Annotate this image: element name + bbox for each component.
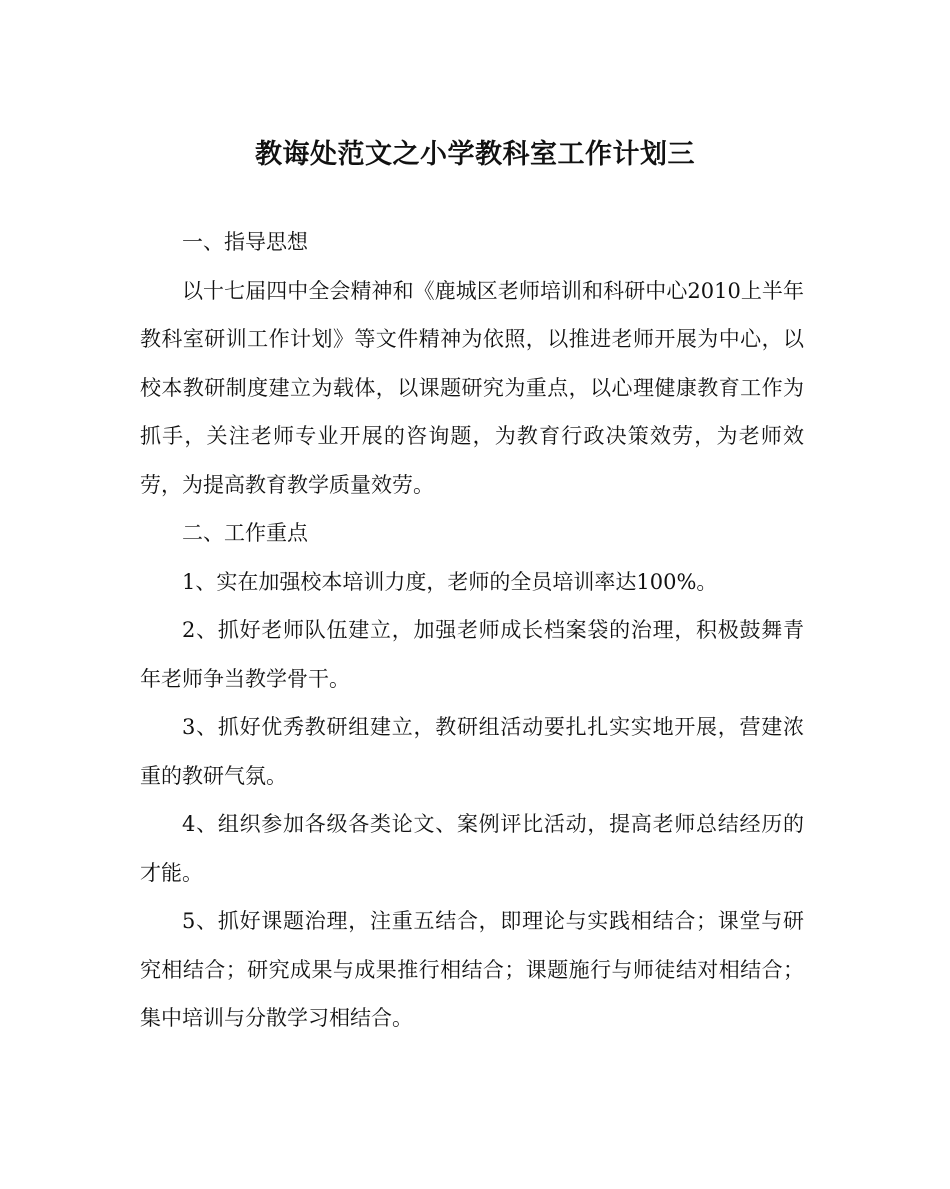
list-item-4: 4、组织参加各级各类论文、案例评比活动，提高老师总结经历的才能。 — [140, 812, 804, 885]
list-item-1: 1、实在加强校本培训力度，老师的全员培训率达100%。 — [182, 569, 718, 594]
list-item-3: 3、抓好优秀教研组建立，教研组活动要扎扎实实地开展，营建浓重的教研气氛。 — [140, 715, 804, 788]
section-heading-work-focus: 二、工作重点 — [182, 521, 308, 545]
list-item-5: 5、抓好课题治理，注重五结合，即理论与实践相结合；课堂与研究相结合；研究成果与成果推行相结合；课题施行与师徒结对相结合；集中培训与分散学习相结合。 — [140, 909, 804, 1030]
document-title: 教诲处范文之小学教科室工作计划三 — [255, 139, 695, 170]
document-body — [140, 218, 804, 1043]
section-heading-guiding-thought: 一、指导思想 — [182, 230, 308, 254]
paragraph-guiding-thought: 以十七届四中全会精神和《鹿城区老师培训和科研中心2010上半年教科室研训工作计划》等文件精神为依照，以推进老师开展为中心，以校本教研制度建立为载体，以课题研究为重点，以心理健康教育工作为抓手，关注老师专业开展的咨询题，为教育行政决策效劳，为老师效劳，为提高教育教学质量效劳。 — [140, 278, 804, 497]
list-item-2: 2、抓好老师队伍建立，加强老师成长档案袋的治理，积极鼓舞青年老师争当教学骨干。 — [140, 618, 804, 691]
